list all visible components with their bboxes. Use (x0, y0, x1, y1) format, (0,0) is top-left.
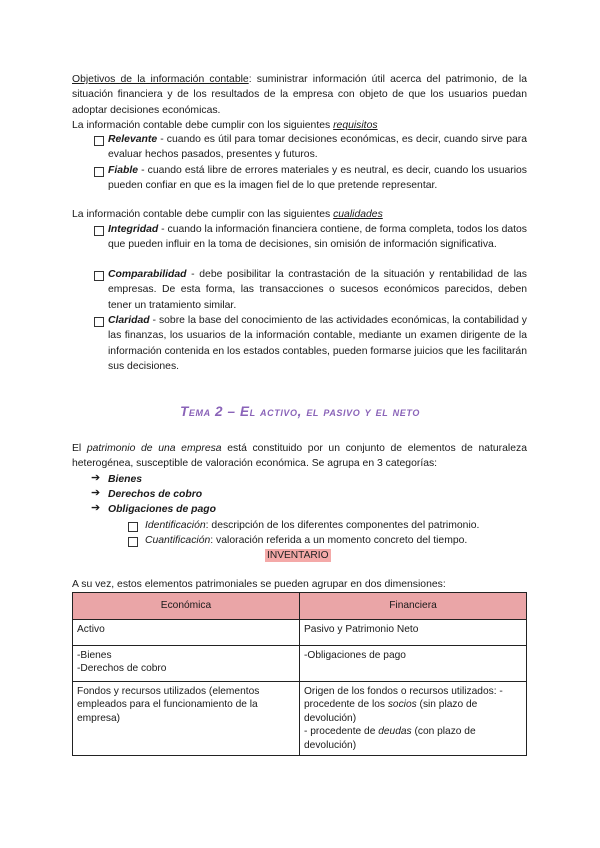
tema-heading: Tema 2 – El activo, el pasivo y el neto (180, 404, 420, 419)
requisito-text: - cuando está libre de errores materiales y es neutral, es decir, cuando los usuarios pueden confiar en que es la imagen fiel de lo que pretende representar. (108, 165, 527, 192)
arrow-icon: ➔ (91, 487, 101, 499)
origen-socios: socios (387, 699, 417, 711)
sub-term: Identificación (145, 520, 206, 531)
cualidades-intro-text: La información contable debe cumplir con las siguientes (72, 209, 334, 220)
table-row (73, 620, 527, 646)
origen-text: (con plazo de devolución) (304, 726, 476, 751)
cell-bienes-derechos (73, 646, 300, 682)
patrimonio-paragraph (72, 441, 527, 472)
categoria-derechos: Derechos de cobro (108, 489, 203, 500)
origen-deudas: deudas (378, 726, 412, 738)
arrow-icon: ➔ (91, 502, 101, 514)
objetivos-text: : suministrar información útil acerca del patrimonio, de la situación financiera y de los resultados de la empresa con objeto de que los usuarios puedan adoptar decisiones económicas. (72, 74, 527, 116)
cualidad-title: Integridad (108, 224, 159, 235)
dimensiones-intro: A su vez, estos elementos patrimoniales se pueden agrupar en dos dimensiones: (72, 579, 446, 590)
origen-text: (sin plazo de devolución) (304, 699, 478, 724)
patrimonio-text: está constituido por un conjunto de elementos de naturaleza heterogénea, susceptible de valoración económica. Se agrupa en 3 categorías: (72, 443, 527, 470)
cualidad-integridad (108, 222, 527, 253)
requisitos-intro (72, 118, 527, 133)
cell-fondos: Fondos y recursos utilizados (elementos empleados para el funcionamiento de la empresa) (73, 682, 300, 756)
table-row (73, 682, 527, 756)
header-economica: Económica (73, 593, 300, 620)
objetivos-paragraph (72, 72, 527, 118)
requisito-title: Fiable (108, 165, 139, 176)
table-row (73, 646, 527, 682)
cualidades-intro (72, 207, 527, 222)
requisito-fiable (108, 163, 527, 194)
requisitos-keyword: requisitos (333, 120, 378, 131)
checkbox-identificacion[interactable] (128, 522, 138, 532)
patrimonio-term: patrimonio de una empresa (86, 443, 222, 454)
checkbox-claridad[interactable] (94, 317, 104, 327)
checkbox-comparabilidad[interactable] (94, 271, 104, 281)
requisito-text: - cuando es útil para tomar decisiones económicas, es decir, cuando sirve para evaluar hechos pasados, presentes y futuros. (108, 134, 527, 161)
checkbox-cuantificacion[interactable] (128, 537, 138, 547)
cualidad-text: - cuando la información financiera contiene, de forma completa, todos los datos que pueden influir en la toma de decisiones, sin omisión de información significativa. (108, 224, 527, 251)
origen-text: - procedente de (304, 726, 379, 738)
cualidad-claridad (108, 313, 527, 374)
checkbox-integridad[interactable] (94, 226, 104, 236)
cualidad-title: Claridad (108, 315, 150, 326)
requisito-relevante (108, 132, 527, 163)
cell-line: -Derechos de cobro (77, 663, 167, 675)
header-financiera: Financiera (300, 593, 527, 620)
cell-line: -Bienes (77, 650, 112, 661)
arrow-icon: ➔ (91, 472, 101, 484)
sub-text: : descripción de los diferentes componentes del patrimonio. (205, 520, 480, 531)
table-header-row (73, 593, 527, 620)
requisito-title: Relevante (108, 134, 158, 145)
cualidad-text: - sobre la base del conocimiento de las actividades económicas, la contabilidad y las finanzas, los usuarios de la información contable, mediante un examen dirigente de la información contenida en los estados contables, pueden formarse juicios que les facilitarán sus decisiones. (108, 315, 527, 372)
cualidad-text: - debe posibilitar la contrastación de la situación y rentabilidad de las empresas. De esta forma, las transacciones o sucesos económicos parecidos, deben tener un tratamiento similar. (108, 269, 527, 311)
sub-identificacion (145, 518, 530, 533)
origen-text: Origen de los fondos o recursos utilizados: - procedente de los (304, 686, 503, 711)
categoria-bienes: Bienes (108, 474, 143, 485)
dimensiones-table (72, 592, 527, 756)
cell-pasivo: Pasivo y Patrimonio Neto (300, 620, 527, 646)
patrimonio-pre: El (72, 443, 87, 454)
cualidad-title: Comparabilidad (108, 269, 187, 280)
cell-obligaciones: -Obligaciones de pago (300, 646, 527, 682)
objetivos-term: Objetivos de la información contable (72, 74, 249, 85)
inventario-badge: INVENTARIO (267, 550, 329, 561)
checkbox-fiable[interactable] (94, 167, 104, 177)
sub-cuantificacion (145, 533, 530, 548)
checkbox-relevante[interactable] (94, 136, 104, 146)
cell-origen (300, 682, 527, 756)
cualidad-comparabilidad (108, 267, 527, 313)
categoria-obligaciones: Obligaciones de pago (108, 504, 216, 515)
cualidades-keyword: cualidades (333, 209, 383, 220)
sub-term: Cuantificación (145, 535, 211, 546)
requisitos-intro-text: La información contable debe cumplir con los siguientes (72, 120, 334, 131)
sub-text: : valoración referida a un momento concreto del tiempo. (210, 535, 468, 546)
cell-activo: Activo (73, 620, 300, 646)
